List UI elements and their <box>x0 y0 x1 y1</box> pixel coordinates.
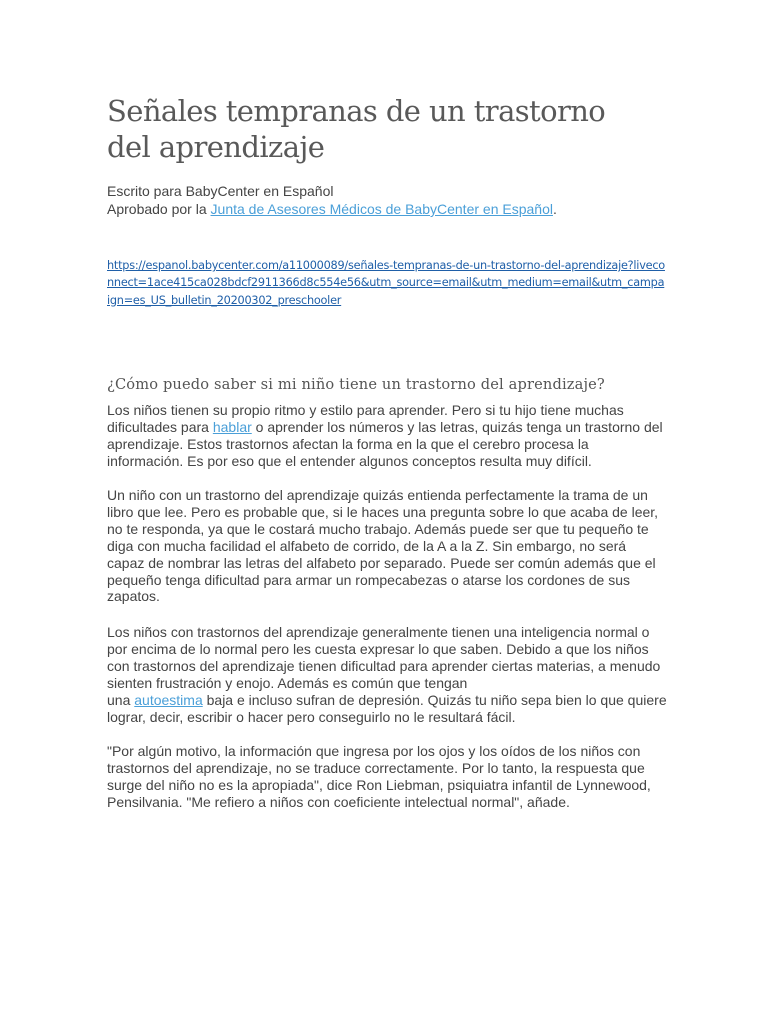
byline-approved <box>107 200 667 218</box>
byline-approved-prefix: Aprobado por la <box>107 201 211 217</box>
paragraph-1 <box>107 402 667 470</box>
paragraph-1-text-a: Los niños tienen su propio ritmo y estilo para aprender. Pero si tu hijo tiene muchas dificultades para <box>107 402 624 435</box>
paragraph-1-text-b: o aprender los números y las letras, quizás tenga un trastorno del aprendizaje. Estos trastornos afectan la forma en la que el cerebro procesa la información. Es por eso que el entender algunos conceptos resulta muy difícil. <box>107 418 663 469</box>
article-title: Señales tempranas de un trastorno del aprendizaje <box>107 94 606 164</box>
paragraph-3 <box>107 624 667 725</box>
byline-written-for: Escrito para BabyCenter en Español <box>107 183 334 199</box>
medical-board-link[interactable]: Junta de Asesores Médicos de BabyCenter en Español <box>210 201 553 217</box>
paragraph-3-text-a: Los niños con trastornos del aprendizaje generalmente tienen una inteligencia normal o por encima de lo normal pero les cuesta expresar lo que saben. Debido a que los niños con trastornos del aprendizaje tienen dificultad para aprender ciertas materias, a menudo sienten frustración y enojo. Además es común que tengan <box>107 624 661 691</box>
byline <box>107 182 667 218</box>
paragraph-3-text-b: una <box>107 691 135 708</box>
autoestima-link[interactable]: autoestima <box>134 691 203 708</box>
paragraph-4-quote: "Por algún motivo, la información que ingresa por los ojos y los oídos de los niños con trastornos del aprendizaje, no se traduce correctamente. Por lo tanto, la respuesta que surge del niño no es la apropiada", dice Ron Liebman, psiquiatra infantil de Lynnewood, Pensilvania. "Me refiero a niños con coeficiente intelectual normal", añade. <box>107 743 651 810</box>
hablar-link[interactable]: hablar <box>212 418 252 435</box>
source-url-link[interactable]: https://espanol.babycenter.com/a11000089/señales-tempranas-de-un-trastorno-del-aprendizaje?liveconnect=1ace415ca028bdcf2911366d8c554e56&utm_source=email&utm_medium=email&utm_campaign=es_US_bulletin_20200302_preschooler <box>107 259 665 307</box>
paragraph-2: Un niño con un trastorno del aprendizaje quizás entienda perfectamente la trama de un libro que lee. Pero es probable que, si le haces una pregunta sobre lo que acaba de leer, no te responda, ya que le costará mucho trabajo. Además puede ser que tu pequeño te diga con mucha facilidad el alfabeto de corrido, de la A a la Z. Sin embargo, no será capaz de nombrar las letras del alfabeto por separado. Puede ser común además que el pequeño tenga dificultad para armar un rompecabezas o atarse los cordones de sus zapatos. <box>107 487 659 605</box>
byline-approved-suffix: . <box>552 201 557 217</box>
section-heading: ¿Cómo puedo saber si mi niño tiene un trastorno del aprendizaje? <box>107 376 605 393</box>
paragraph-3-text-c: baja e incluso sufran de depresión. Quizás tu niño sepa bien lo que quiere lograr, decir, escribir o hacer pero conseguirlo no le resultará fácil. <box>107 691 667 725</box>
